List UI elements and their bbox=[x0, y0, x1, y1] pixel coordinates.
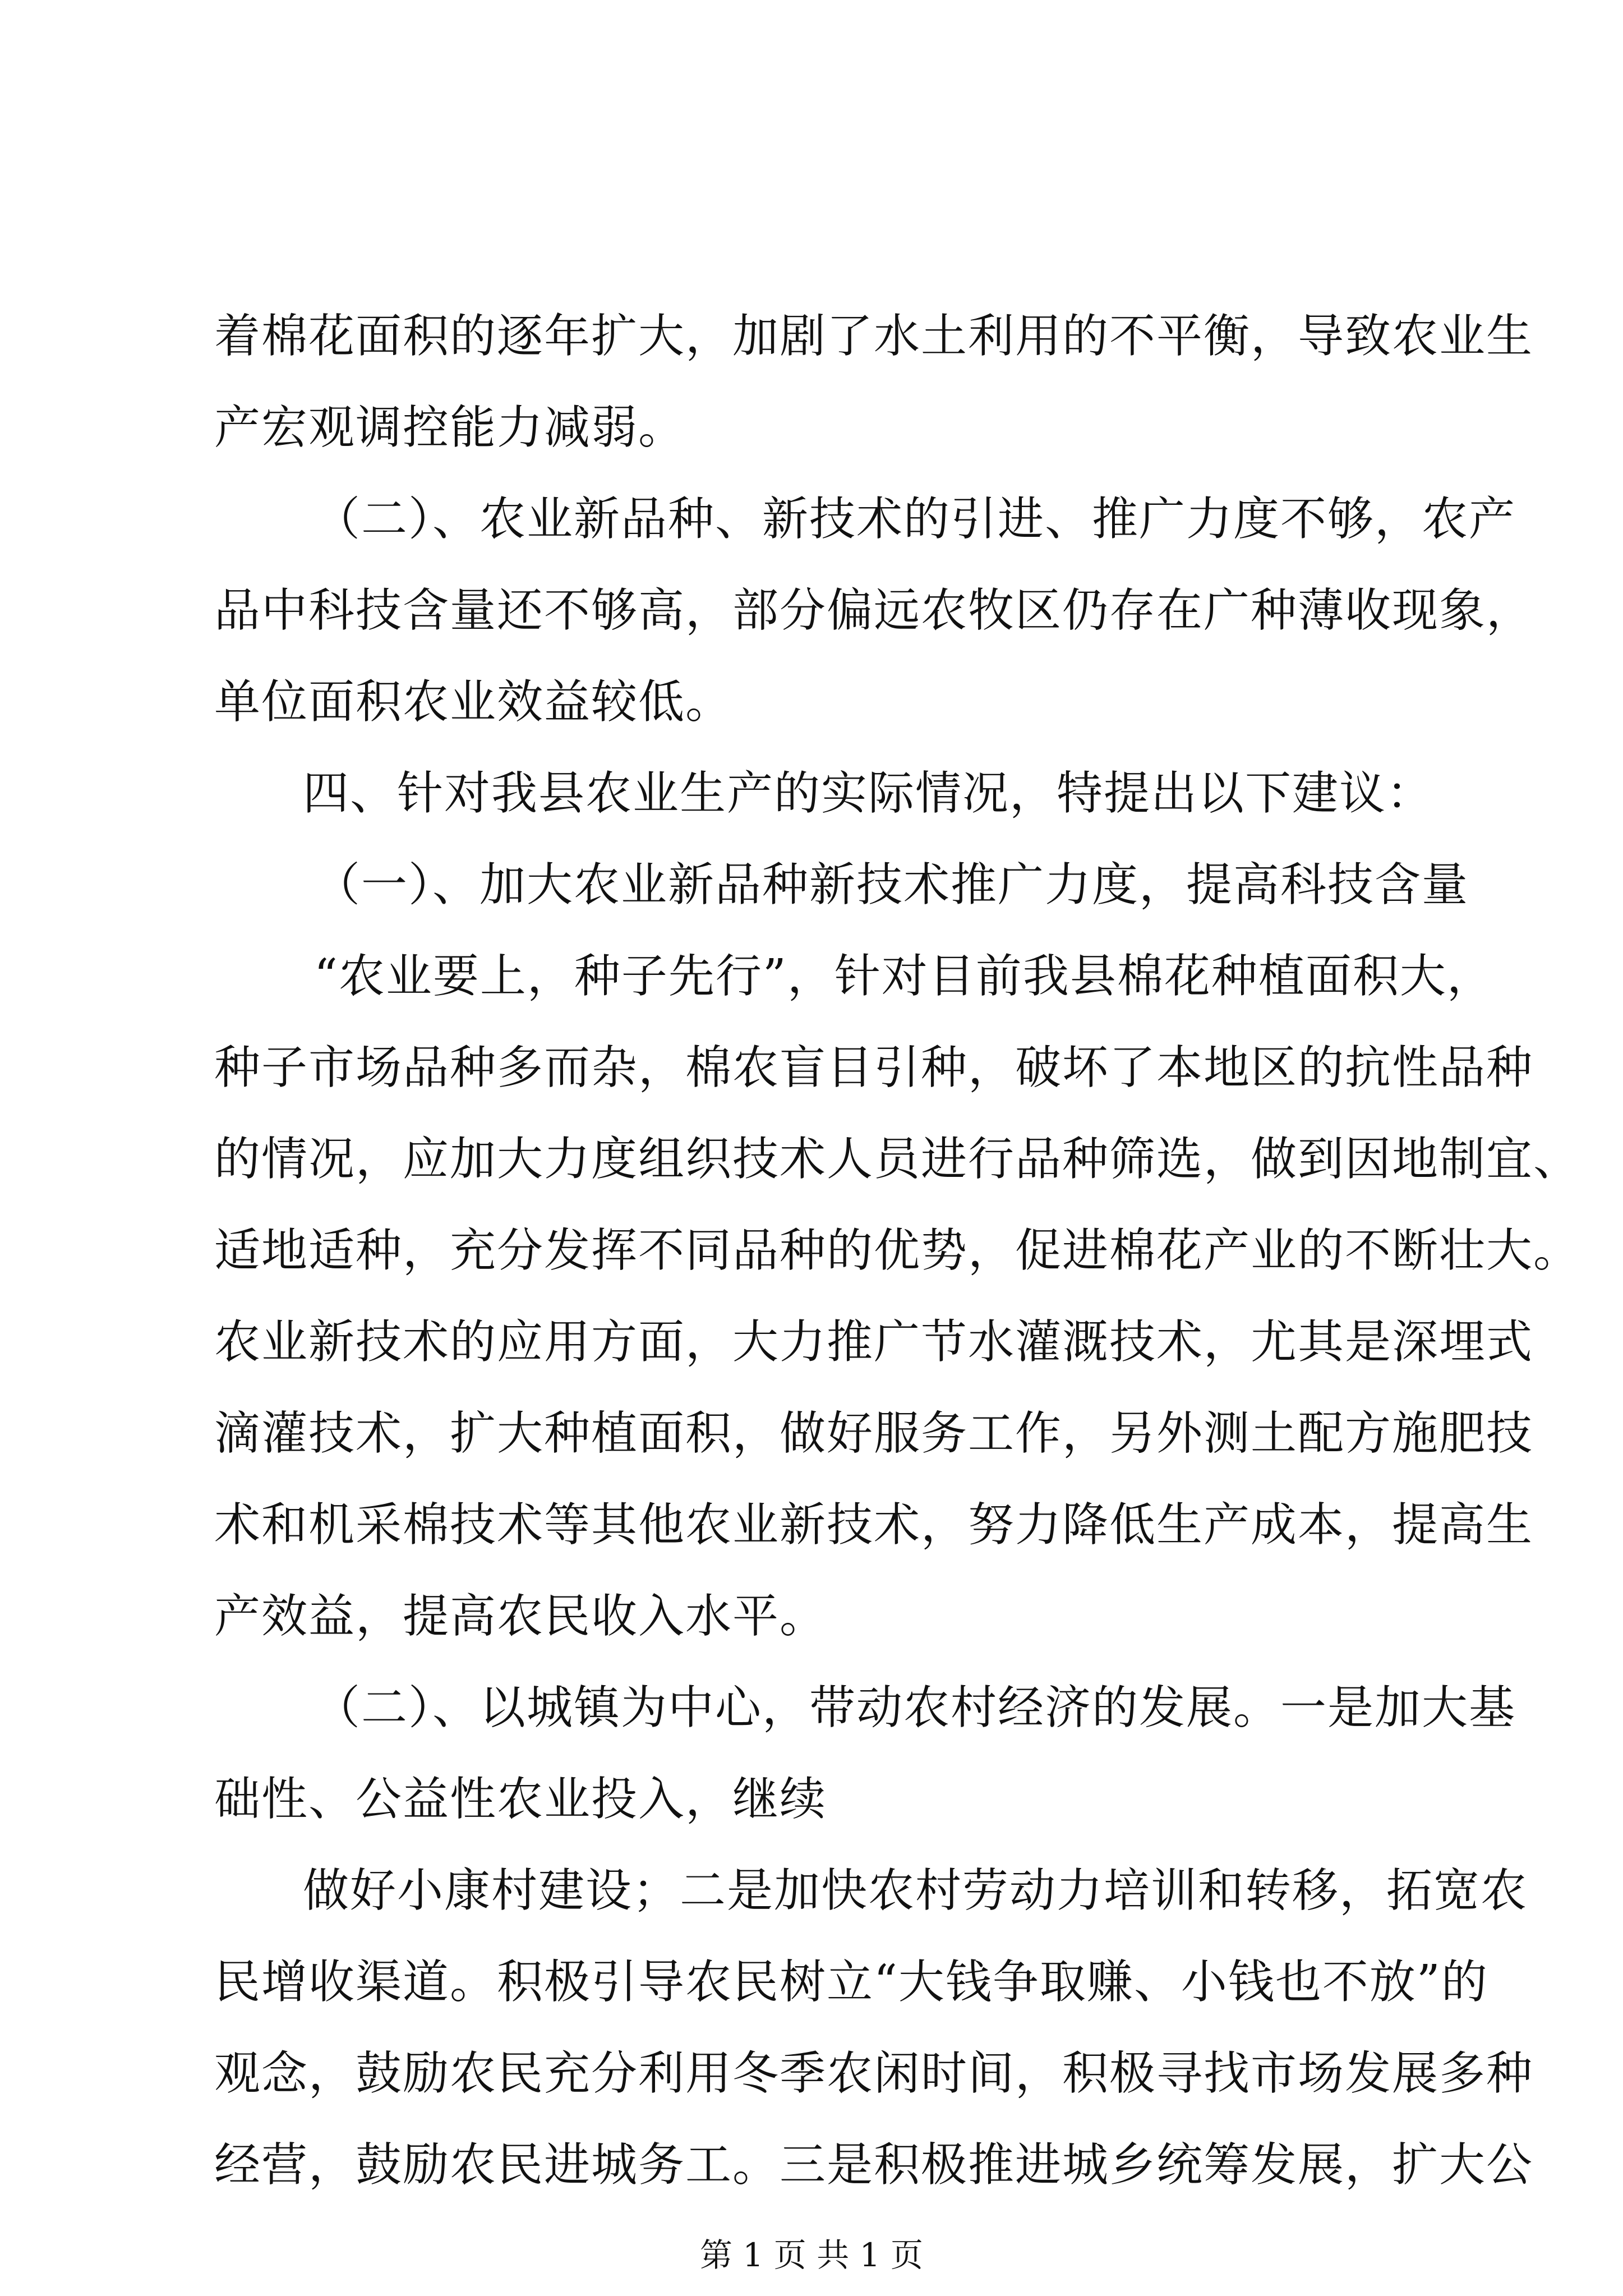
text-line-5: 单位面积农业效益较低。 bbox=[214, 675, 733, 729]
text-line-20: 观念，鼓励农民充分利用冬季农闲时间，积极寻找市场发展多种 bbox=[214, 2047, 1534, 2100]
text-line-7: （一）、加大农业新品种新技术推广力度，提高科技含量 bbox=[314, 858, 1469, 912]
text-line-10: 的情况，应加大力度组织技术人员进行品种筛选，做到因地制宜、 bbox=[214, 1133, 1581, 1186]
text-line-2: 产宏观调控能力减弱。 bbox=[214, 401, 686, 454]
text-line-3: （二）、农业新品种、新技术的引进、推广力度不够，农产 bbox=[314, 493, 1516, 546]
text-line-16: （二）、以城镇为中心，带动农村经济的发展。一是加大基 bbox=[314, 1681, 1516, 1734]
text-line-11: 适地适种，充分发挥不同品种的优势，促进棉花产业的不断壮大。 bbox=[214, 1224, 1581, 1277]
text-line-17: 础性、公益性农业投入，继续 bbox=[214, 1773, 827, 1826]
text-line-21: 经营，鼓励农民进城务工。三是积极推进城乡统筹发展，扩大公 bbox=[214, 2138, 1534, 2192]
text-line-1: 着棉花面积的逐年扩大，加剧了水土利用的不平衡，导致农业生 bbox=[214, 310, 1534, 363]
text-line-19: 民增收渠道。积极引导农民树立“大钱争取赚、小钱也不放”的 bbox=[214, 1955, 1488, 2009]
text-line-12: 农业新技术的应用方面，大力推广节水灌溉技术，尤其是深埋式 bbox=[214, 1315, 1534, 1369]
text-line-14: 术和机采棉技术等其他农业新技术，努力降低生产成本，提高生 bbox=[214, 1498, 1534, 1552]
text-line-9: 种子市场品种多而杂，棉农盲目引种，破坏了本地区的抗性品种 bbox=[214, 1041, 1534, 1094]
text-line-13: 滴灌技术，扩大种植面积，做好服务工作，另外测土配方施肥技 bbox=[214, 1407, 1534, 1460]
text-line-15: 产效益，提高农民收入水平。 bbox=[214, 1590, 827, 1643]
page-footer: 第 1 页 共 1 页 bbox=[700, 2236, 923, 2274]
text-line-8: “农业要上，种子先行”，针对目前我县棉花种植面积大， bbox=[314, 950, 1494, 1003]
text-line-18: 做好小康村建设；二是加快农村劳动力培训和转移，拓宽农 bbox=[303, 1864, 1528, 1917]
text-line-4: 品中科技含量还不够高，部分偏远农牧区仍存在广种薄收现象， bbox=[214, 584, 1534, 637]
text-line-6: 四、针对我县农业生产的实际情况，特提出以下建议： bbox=[303, 767, 1434, 820]
